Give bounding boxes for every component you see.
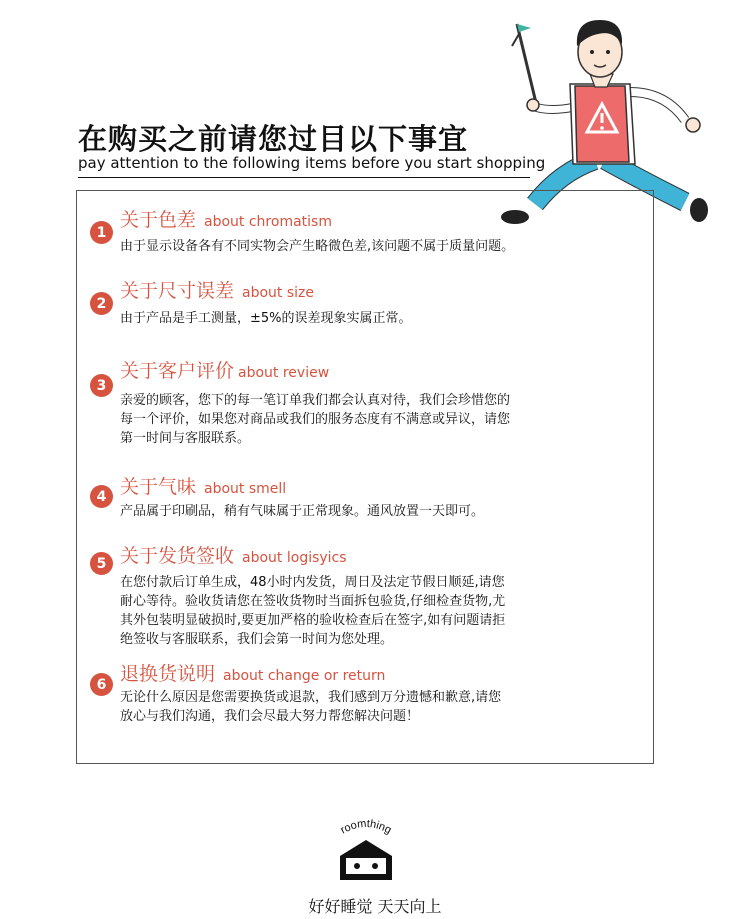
item-title: 关于色差 [120,209,197,231]
item-number-badge: 1 [90,221,113,244]
item-text-line: 无论什么原因是您需要换货或退款，我们感到万分遗憾和歉意,请您 [120,690,502,705]
item-number-badge: 4 [90,485,113,508]
item-title-en: about review [238,365,330,381]
item-text-line: 第一时间与客服联系。 [120,431,251,446]
item-heading [120,205,332,232]
item-heading [120,541,347,568]
item-title-en: about chromatism [204,214,332,230]
item-text-line: 其外包装明显破损时,要更加严格的验收检查后在签字,如有问题请拒 [120,613,506,628]
item-body [120,391,620,448]
item-heading [120,276,314,303]
item-title: 关于尺寸误差 [120,280,235,302]
item-title-en: about change or return [223,668,386,684]
item-title-en: about size [242,285,315,301]
item-heading [120,356,329,383]
roomthing-logo [326,812,406,882]
item-title: 关于客户评价 [120,360,235,382]
footer-slogan: 好好睡觉 天天向上 [308,897,442,916]
item-number-badge: 6 [90,673,113,696]
item-number-badge: 3 [90,374,113,397]
item-heading [120,472,286,499]
item-body [120,573,620,649]
item-text-line: 耐心等待。验收货请您在签收货物时当面拆包验货,仔细检查货物,尤 [120,594,506,609]
item-text-line: 绝签收与客服联系，我们会第一时间为您处理。 [120,632,394,647]
item-text-line: 产品属于印刷品，稍有气味属于正常现象。通风放置一天即可。 [120,504,485,519]
logo-brand-text: roomthing [338,817,394,837]
item-body [120,237,620,256]
item-text-line: 在您付款后订单生成，48小时内发货，周日及法定节假日顺延,请您 [120,575,505,590]
item-number-badge: 5 [90,552,113,575]
item-text-line: 由于显示设备各有不同实物会产生略微色差,该问题不属于质量问题。 [120,239,515,254]
item-text-line: 每一个评价，如果您对商品或我们的服务态度有不满意或异议，请您 [120,412,511,427]
header-divider [78,177,530,178]
item-text-line: 由于产品是手工测量，±5%的误差现象实属正常。 [120,311,412,326]
item-title-en: about logisyics [242,550,347,566]
item-title-en: about smell [204,481,287,497]
item-number-badge: 2 [90,292,113,315]
page-subtitle: pay attention to the following items before you start shopping [78,154,546,172]
item-body [120,688,620,726]
page-title: 在购买之前请您过目以下事宜 [78,122,469,156]
item-body [120,502,620,521]
item-title: 退换货说明 [120,663,216,685]
item-title: 关于发货签收 [120,545,235,567]
item-body [120,309,620,328]
item-text-line: 放心与我们沟通，我们会尽最大努力帮您解决问题！ [120,709,420,724]
item-heading [120,659,385,686]
item-title: 关于气味 [120,476,197,498]
svg-text:roomthing [338,818,393,837]
item-text-line: 亲爱的顾客，您下的每一笔订单我们都会认真对待，我们会珍惜您的 [120,393,511,408]
